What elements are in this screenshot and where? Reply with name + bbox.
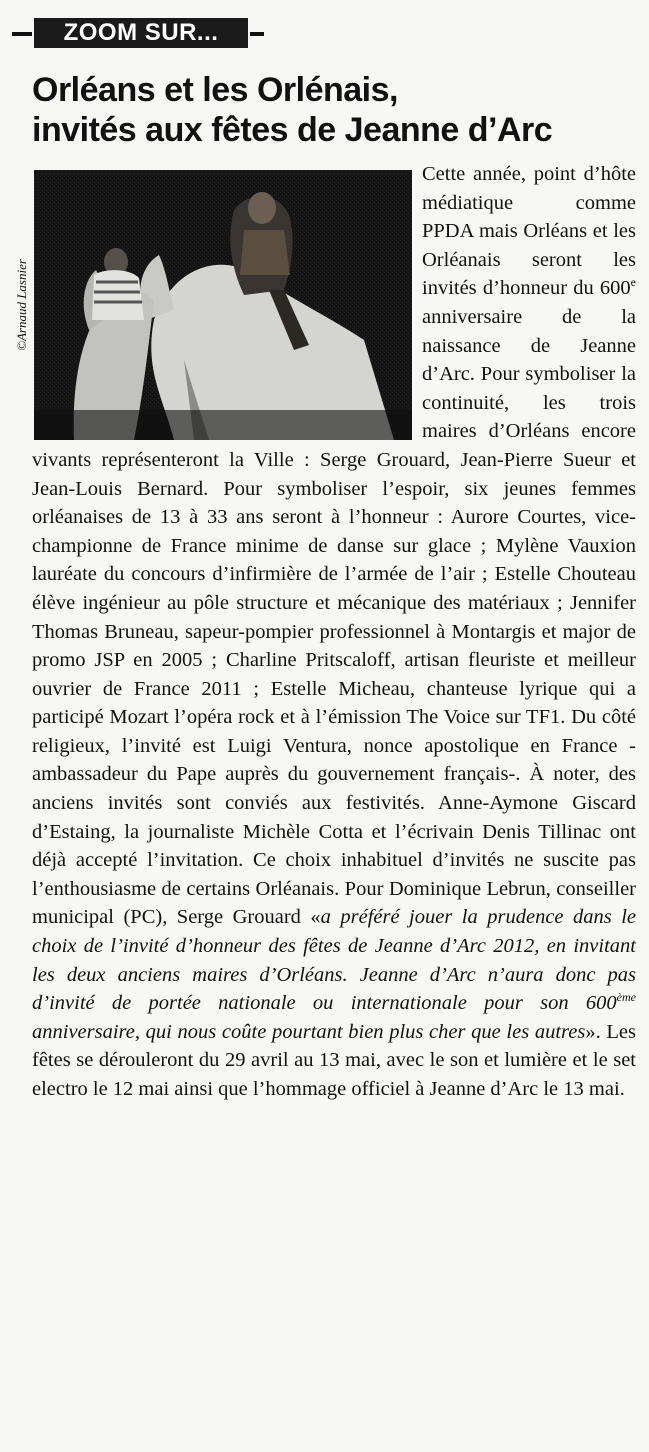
rubric-rule-right bbox=[250, 32, 264, 36]
photo-credit bbox=[10, 170, 34, 440]
quote-part-2: anniversaire, qui nous coûte pourtant bien plus cher que les autres bbox=[32, 1020, 586, 1043]
article-headline bbox=[32, 70, 632, 150]
article-body bbox=[32, 160, 636, 1104]
rubric-rule-left bbox=[12, 32, 32, 36]
article-text-part-2: anniversaire de la naissance de Jeanne d’Arc. Pour symboliser la continuité, les trois maires d’Orléans encore vivants représenteront la Ville : Serge Grouard, Jean-Pierre Sueur et Jean-Louis Bernard. Pour symboliser l’espoir, six jeunes femmes orléanaises de 13 à 33 ans seront à l’honneur : Aurore Courtes, vice-championne de France minime de danse sur glace ; Mylène Vauxion lauréate du concours d’infirmière de l’armée de l’air ; Estelle Chouteau élève ingénieur au pôle structure et mécanique des matériaux ; Jennifer Thomas Bruneau, sapeur-pompier professionnel à Montargis et major de promo JSP en 2005 ; Charline Pritscaloff, artisan fleuriste et meilleur ouvrier de France 2011 ; Estelle Micheau, chanteuse lyrique qui a participé Mozart l’opéra rock et à l’émission The Voice sur TF1. Du côté religieux, l’invité est Luigi Ventura, nonce apostolique en France -ambassadeur du Pape auprès du gouvernement français-. À noter, des anciens invités sont conviés aux festivités. Anne-Aymone Giscard d’Estaing, la journaliste Michèle Cotta et l’écrivain Denis Tillinac ont déjà accepté l’invitation. Ce choix inhabituel d’invités ne suscite pas l’enthousiasme de certains Orléanais. Pour Dominique Lebrun, conseiller municipal (PC), Serge Grouard « bbox=[32, 305, 636, 929]
article-text-part-3: ». Les fêtes se dérouleront du 29 avril au 13 mai, avec le son et lumière et le set electro le 12 mai ainsi que l’hommage officiel à Jeanne d’Arc le 13 mai. bbox=[32, 1020, 636, 1100]
quote-ordinal-superscript: ème bbox=[616, 990, 636, 1005]
headline-line-2: invités aux fêtes de Jeanne d’Arc bbox=[32, 111, 553, 149]
quote-part-1: a préféré jouer la prudence dans le choix de l’invité d’honneur des fêtes de Jeanne d’Arc 2012, en invitant les deux anciens maires d’Orléans. Jeanne d’Arc n’aura donc pas d’invité de portée nationale ou internationale pour son 600 bbox=[32, 906, 636, 1015]
photo-text-wrap-space bbox=[32, 160, 422, 444]
headline-line-1: Orléans et les Orlénais, bbox=[32, 71, 398, 109]
photo-credit-text: ©Arnaud Lasnier bbox=[14, 259, 29, 351]
ordinal-superscript: e bbox=[630, 275, 636, 290]
rubric-label: ZOOM SUR... bbox=[34, 18, 248, 48]
section-rubric bbox=[12, 18, 268, 48]
article-text-part-1: Cette année, point d’hôte médiatique comme PPDA mais Orléans et les Orléanais seront les invités d’honneur du 600 bbox=[422, 163, 636, 300]
